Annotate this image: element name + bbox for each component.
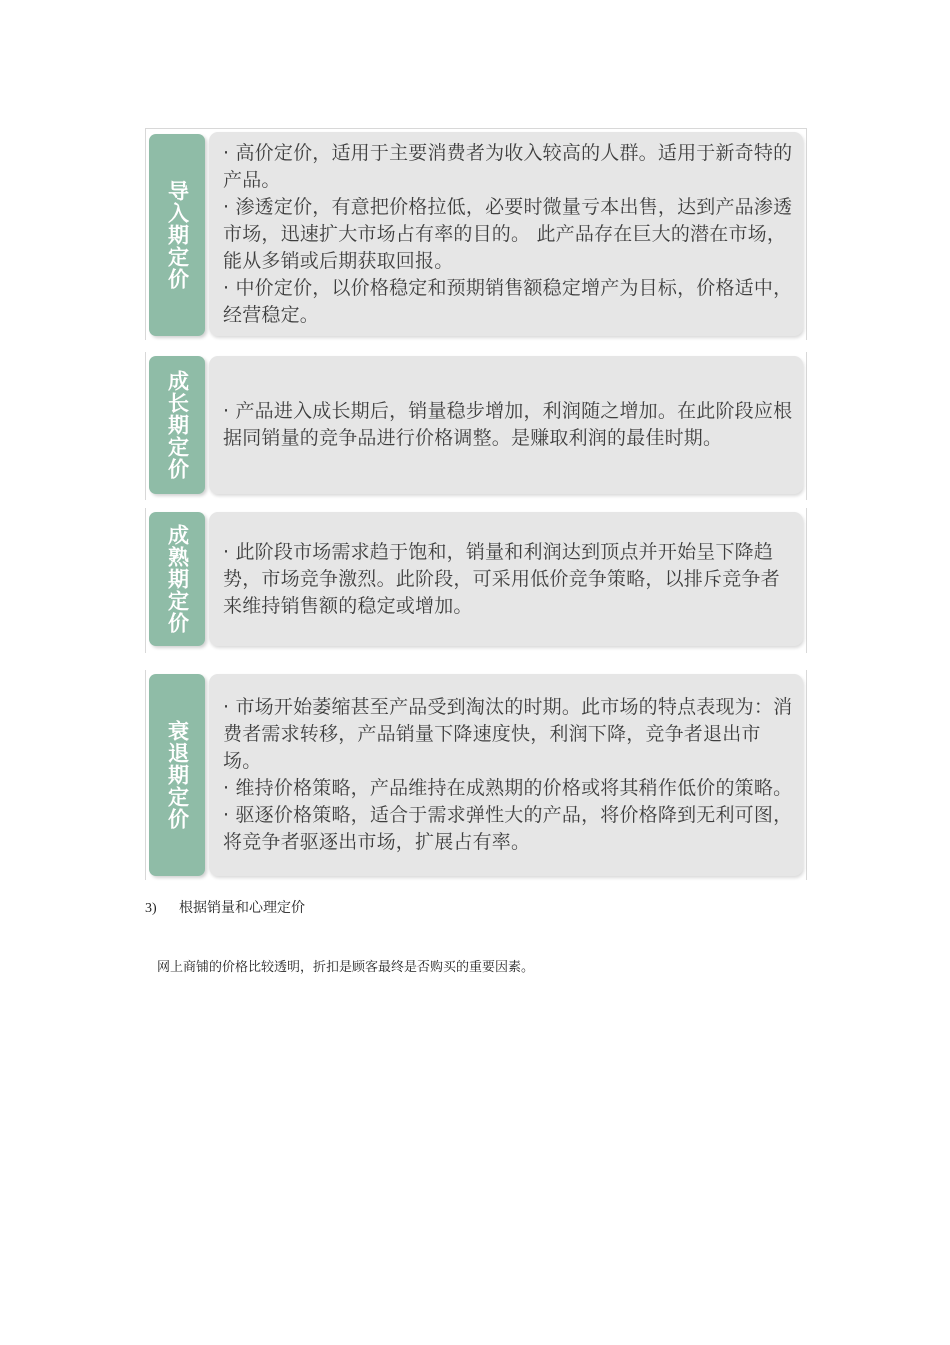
stage-label-tab bbox=[149, 512, 205, 646]
stage-growth bbox=[145, 352, 807, 500]
stage-label: 成长期定价 bbox=[165, 370, 190, 480]
stage-item: · 高价定价，适用于主要消费者为收入较高的人群。适用于新奇特的产品。 bbox=[223, 141, 793, 191]
divider bbox=[145, 508, 146, 653]
divider bbox=[806, 508, 807, 653]
section-number: 3) bbox=[145, 901, 157, 916]
stage-item: · 维持价格策略，产品维持在成熟期的价格或将其稍作低价的策略。 bbox=[223, 777, 793, 799]
divider bbox=[145, 670, 146, 880]
stage-item: · 驱逐价格策略，适合于需求弹性大的产品，将价格降到无利可图，将竞争者驱逐出市场，扩展占有率。 bbox=[223, 804, 793, 853]
stage-item: · 渗透定价，有意把价格拉低，必要时微量亏本出售，达到产品渗透市场，迅速扩大市场占有率的目的。 此产品存在巨大的潜在市场，能从多销或后期获取回报。 bbox=[223, 195, 793, 272]
stage-item: · 产品进入成长期后，销量稳步增加，利润随之增加。在此阶段应根据同销量的竞争品进行价格调整。是赚取利润的最佳时期。 bbox=[223, 400, 793, 449]
section-title: 根据销量和心理定价 bbox=[179, 901, 305, 916]
stage-description-panel bbox=[209, 132, 803, 336]
divider bbox=[806, 128, 807, 340]
stage-label-tab bbox=[149, 356, 205, 494]
pricing-stages-figure bbox=[145, 128, 807, 880]
stage-label-tab bbox=[149, 674, 205, 876]
stage-item: · 中价定价，以价格稳定和预期销售额稳定增产为目标，价格适中，经营稳定。 bbox=[223, 276, 793, 326]
divider bbox=[145, 128, 807, 129]
divider bbox=[806, 670, 807, 880]
stage-description-panel bbox=[209, 512, 803, 646]
stage-introduction bbox=[145, 128, 807, 340]
divider bbox=[145, 128, 146, 340]
stage-description-panel bbox=[209, 674, 803, 876]
stage-maturity bbox=[145, 508, 807, 653]
stage-decline bbox=[145, 670, 807, 880]
stage-label: 衰退期定价 bbox=[165, 720, 190, 830]
section-heading bbox=[145, 899, 305, 919]
stage-label: 导入期定价 bbox=[165, 180, 190, 290]
stage-label: 成熟期定价 bbox=[165, 524, 190, 634]
body-paragraph: 网上商铺的价格比较透明，折扣是顾客最终是否购买的重要因素。 bbox=[157, 959, 535, 974]
stage-description-panel bbox=[209, 356, 803, 494]
stage-item: · 此阶段市场需求趋于饱和，销量和利润达到顶点并开始呈下降趋势，市场竞争激烈。此阶段，可采用低价竞争策略，以排斥竞争者来维持销售额的稳定或增加。 bbox=[223, 540, 780, 617]
stage-label-tab bbox=[149, 134, 205, 336]
stage-item: · 市场开始萎缩甚至产品受到淘汰的时期。此市场的特点表现为：消费者需求转移，产品销量下降速度快，利润下降，竞争者退出市场。 bbox=[223, 696, 793, 772]
divider bbox=[806, 352, 807, 500]
divider bbox=[145, 352, 146, 500]
